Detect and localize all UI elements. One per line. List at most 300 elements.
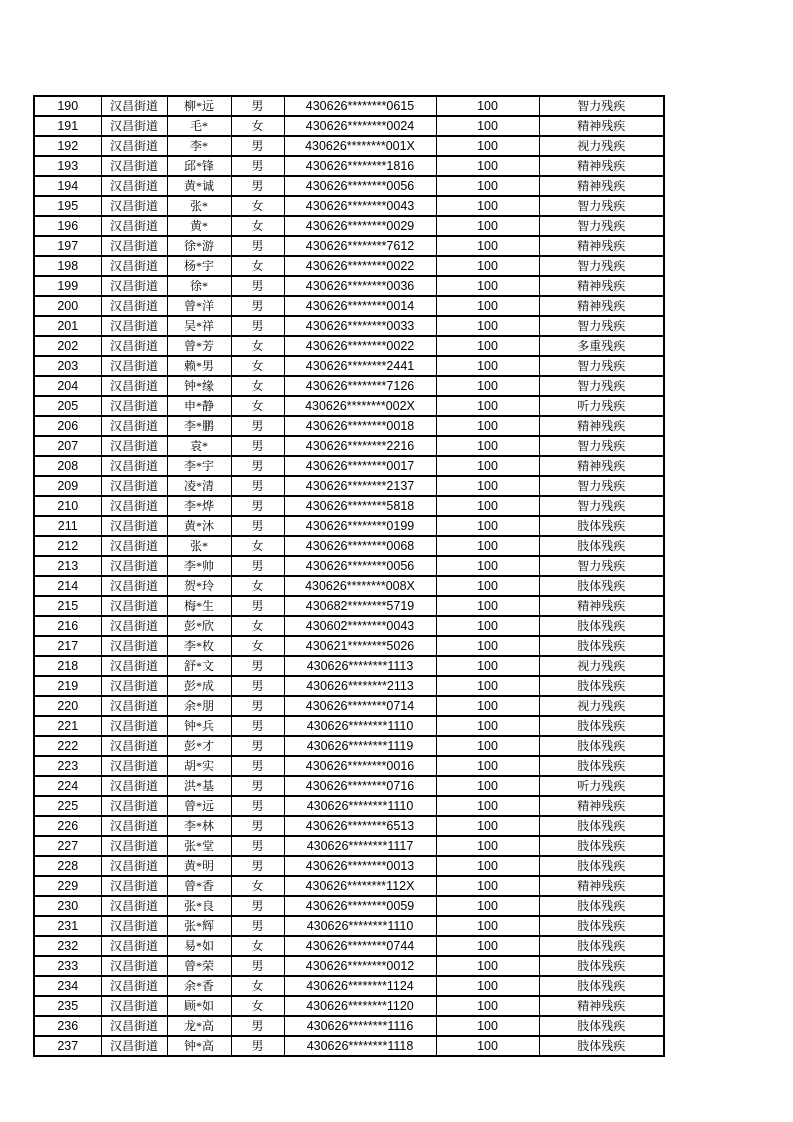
cell-name: 张*辉 bbox=[167, 916, 231, 936]
cell-id_number: 430626********0016 bbox=[284, 756, 436, 776]
table-row bbox=[34, 676, 664, 696]
cell-id_number: 430626********1110 bbox=[284, 916, 436, 936]
cell-disability_type: 精神残疾 bbox=[539, 176, 664, 196]
cell-gender: 男 bbox=[231, 696, 284, 716]
cell-gender: 男 bbox=[231, 516, 284, 536]
table-row bbox=[34, 716, 664, 736]
cell-name: 申*静 bbox=[167, 396, 231, 416]
cell-street: 汉昌街道 bbox=[101, 96, 167, 116]
cell-index: 224 bbox=[34, 776, 101, 796]
cell-name: 柳*远 bbox=[167, 96, 231, 116]
cell-index: 237 bbox=[34, 1036, 101, 1056]
cell-id_number: 430626********0013 bbox=[284, 856, 436, 876]
cell-name: 李*林 bbox=[167, 816, 231, 836]
cell-gender: 男 bbox=[231, 756, 284, 776]
cell-name: 余*香 bbox=[167, 976, 231, 996]
cell-id_number: 430626********0017 bbox=[284, 456, 436, 476]
cell-gender: 男 bbox=[231, 656, 284, 676]
table-row bbox=[34, 816, 664, 836]
cell-gender: 男 bbox=[231, 896, 284, 916]
cell-id_number: 430626********1124 bbox=[284, 976, 436, 996]
cell-amount: 100 bbox=[436, 476, 539, 496]
cell-gender: 男 bbox=[231, 1016, 284, 1036]
cell-street: 汉昌街道 bbox=[101, 876, 167, 896]
cell-gender: 男 bbox=[231, 556, 284, 576]
table-row bbox=[34, 276, 664, 296]
cell-gender: 女 bbox=[231, 876, 284, 896]
cell-gender: 男 bbox=[231, 96, 284, 116]
cell-index: 215 bbox=[34, 596, 101, 616]
cell-disability_type: 肢体残疾 bbox=[539, 896, 664, 916]
cell-street: 汉昌街道 bbox=[101, 236, 167, 256]
cell-street: 汉昌街道 bbox=[101, 176, 167, 196]
cell-id_number: 430626********008X bbox=[284, 576, 436, 596]
cell-id_number: 430626********0022 bbox=[284, 336, 436, 356]
cell-name: 徐*游 bbox=[167, 236, 231, 256]
cell-gender: 男 bbox=[231, 136, 284, 156]
cell-amount: 100 bbox=[436, 96, 539, 116]
table-row bbox=[34, 336, 664, 356]
cell-disability_type: 肢体残疾 bbox=[539, 1016, 664, 1036]
cell-street: 汉昌街道 bbox=[101, 596, 167, 616]
cell-name: 邱*锋 bbox=[167, 156, 231, 176]
cell-index: 205 bbox=[34, 396, 101, 416]
table-row bbox=[34, 776, 664, 796]
cell-gender: 女 bbox=[231, 376, 284, 396]
table-row bbox=[34, 396, 664, 416]
cell-index: 192 bbox=[34, 136, 101, 156]
cell-amount: 100 bbox=[436, 736, 539, 756]
cell-gender: 男 bbox=[231, 236, 284, 256]
cell-street: 汉昌街道 bbox=[101, 916, 167, 936]
cell-amount: 100 bbox=[436, 596, 539, 616]
cell-disability_type: 肢体残疾 bbox=[539, 836, 664, 856]
table-row bbox=[34, 456, 664, 476]
cell-gender: 男 bbox=[231, 436, 284, 456]
cell-index: 193 bbox=[34, 156, 101, 176]
cell-amount: 100 bbox=[436, 256, 539, 276]
table-row bbox=[34, 596, 664, 616]
cell-name: 曾*芳 bbox=[167, 336, 231, 356]
cell-name: 顾*如 bbox=[167, 996, 231, 1016]
cell-gender: 男 bbox=[231, 596, 284, 616]
cell-disability_type: 精神残疾 bbox=[539, 116, 664, 136]
cell-street: 汉昌街道 bbox=[101, 396, 167, 416]
cell-amount: 100 bbox=[436, 236, 539, 256]
cell-amount: 100 bbox=[436, 976, 539, 996]
cell-id_number: 430626********002X bbox=[284, 396, 436, 416]
cell-street: 汉昌街道 bbox=[101, 496, 167, 516]
cell-street: 汉昌街道 bbox=[101, 976, 167, 996]
cell-index: 221 bbox=[34, 716, 101, 736]
table-row bbox=[34, 856, 664, 876]
cell-gender: 男 bbox=[231, 416, 284, 436]
cell-name: 曾*洋 bbox=[167, 296, 231, 316]
cell-street: 汉昌街道 bbox=[101, 216, 167, 236]
cell-gender: 男 bbox=[231, 296, 284, 316]
cell-amount: 100 bbox=[436, 856, 539, 876]
cell-id_number: 430626********0059 bbox=[284, 896, 436, 916]
cell-street: 汉昌街道 bbox=[101, 656, 167, 676]
cell-amount: 100 bbox=[436, 456, 539, 476]
cell-index: 195 bbox=[34, 196, 101, 216]
cell-gender: 男 bbox=[231, 476, 284, 496]
cell-index: 190 bbox=[34, 96, 101, 116]
cell-name: 彭*成 bbox=[167, 676, 231, 696]
cell-id_number: 430626********1120 bbox=[284, 996, 436, 1016]
cell-amount: 100 bbox=[436, 756, 539, 776]
cell-gender: 女 bbox=[231, 216, 284, 236]
cell-amount: 100 bbox=[436, 936, 539, 956]
cell-amount: 100 bbox=[436, 956, 539, 976]
cell-street: 汉昌街道 bbox=[101, 476, 167, 496]
cell-id_number: 430626********5818 bbox=[284, 496, 436, 516]
cell-index: 203 bbox=[34, 356, 101, 376]
cell-gender: 男 bbox=[231, 496, 284, 516]
table-row bbox=[34, 176, 664, 196]
cell-gender: 男 bbox=[231, 456, 284, 476]
cell-gender: 女 bbox=[231, 936, 284, 956]
cell-index: 227 bbox=[34, 836, 101, 856]
cell-gender: 男 bbox=[231, 1036, 284, 1056]
cell-disability_type: 肢体残疾 bbox=[539, 536, 664, 556]
cell-disability_type: 视力残疾 bbox=[539, 656, 664, 676]
cell-index: 194 bbox=[34, 176, 101, 196]
table-row bbox=[34, 656, 664, 676]
cell-id_number: 430626********1113 bbox=[284, 656, 436, 676]
cell-disability_type: 智力残疾 bbox=[539, 256, 664, 276]
cell-street: 汉昌街道 bbox=[101, 1036, 167, 1056]
cell-name: 李*宇 bbox=[167, 456, 231, 476]
cell-amount: 100 bbox=[436, 836, 539, 856]
cell-street: 汉昌街道 bbox=[101, 556, 167, 576]
cell-gender: 女 bbox=[231, 576, 284, 596]
cell-id_number: 430626********0014 bbox=[284, 296, 436, 316]
cell-id_number: 430626********0029 bbox=[284, 216, 436, 236]
cell-amount: 100 bbox=[436, 656, 539, 676]
table-row bbox=[34, 476, 664, 496]
cell-index: 236 bbox=[34, 1016, 101, 1036]
cell-street: 汉昌街道 bbox=[101, 796, 167, 816]
cell-gender: 女 bbox=[231, 396, 284, 416]
cell-street: 汉昌街道 bbox=[101, 896, 167, 916]
cell-disability_type: 精神残疾 bbox=[539, 236, 664, 256]
cell-street: 汉昌街道 bbox=[101, 996, 167, 1016]
cell-index: 201 bbox=[34, 316, 101, 336]
cell-name: 曾*香 bbox=[167, 876, 231, 896]
cell-amount: 100 bbox=[436, 136, 539, 156]
cell-amount: 100 bbox=[436, 776, 539, 796]
table-row bbox=[34, 96, 664, 116]
cell-disability_type: 精神残疾 bbox=[539, 156, 664, 176]
cell-index: 206 bbox=[34, 416, 101, 436]
cell-disability_type: 智力残疾 bbox=[539, 96, 664, 116]
table-body bbox=[34, 96, 664, 1056]
cell-amount: 100 bbox=[436, 696, 539, 716]
cell-disability_type: 肢体残疾 bbox=[539, 856, 664, 876]
cell-street: 汉昌街道 bbox=[101, 196, 167, 216]
cell-disability_type: 智力残疾 bbox=[539, 376, 664, 396]
cell-street: 汉昌街道 bbox=[101, 636, 167, 656]
table-row bbox=[34, 536, 664, 556]
cell-index: 222 bbox=[34, 736, 101, 756]
cell-street: 汉昌街道 bbox=[101, 836, 167, 856]
cell-amount: 100 bbox=[436, 276, 539, 296]
cell-name: 彭*才 bbox=[167, 736, 231, 756]
cell-amount: 100 bbox=[436, 1016, 539, 1036]
table-row bbox=[34, 516, 664, 536]
table-row bbox=[34, 316, 664, 336]
cell-id_number: 430626********1118 bbox=[284, 1036, 436, 1056]
cell-amount: 100 bbox=[436, 396, 539, 416]
cell-disability_type: 肢体残疾 bbox=[539, 636, 664, 656]
cell-name: 梅*生 bbox=[167, 596, 231, 616]
cell-index: 204 bbox=[34, 376, 101, 396]
table-row bbox=[34, 836, 664, 856]
cell-amount: 100 bbox=[436, 436, 539, 456]
cell-id_number: 430626********0024 bbox=[284, 116, 436, 136]
cell-name: 李*枚 bbox=[167, 636, 231, 656]
cell-disability_type: 精神残疾 bbox=[539, 296, 664, 316]
cell-amount: 100 bbox=[436, 296, 539, 316]
cell-disability_type: 肢体残疾 bbox=[539, 936, 664, 956]
cell-street: 汉昌街道 bbox=[101, 956, 167, 976]
cell-name: 黄*诚 bbox=[167, 176, 231, 196]
cell-street: 汉昌街道 bbox=[101, 516, 167, 536]
cell-disability_type: 听力残疾 bbox=[539, 776, 664, 796]
cell-gender: 女 bbox=[231, 336, 284, 356]
cell-disability_type: 精神残疾 bbox=[539, 456, 664, 476]
cell-disability_type: 肢体残疾 bbox=[539, 676, 664, 696]
cell-index: 234 bbox=[34, 976, 101, 996]
cell-index: 218 bbox=[34, 656, 101, 676]
cell-id_number: 430626********0018 bbox=[284, 416, 436, 436]
cell-id_number: 430626********0615 bbox=[284, 96, 436, 116]
cell-name: 曾*荣 bbox=[167, 956, 231, 976]
cell-index: 196 bbox=[34, 216, 101, 236]
table-row bbox=[34, 696, 664, 716]
cell-street: 汉昌街道 bbox=[101, 416, 167, 436]
cell-name: 张* bbox=[167, 196, 231, 216]
cell-disability_type: 精神残疾 bbox=[539, 796, 664, 816]
cell-id_number: 430626********1116 bbox=[284, 1016, 436, 1036]
cell-disability_type: 精神残疾 bbox=[539, 876, 664, 896]
cell-id_number: 430626********0036 bbox=[284, 276, 436, 296]
cell-name: 钟*高 bbox=[167, 1036, 231, 1056]
cell-disability_type: 肢体残疾 bbox=[539, 916, 664, 936]
table-row bbox=[34, 436, 664, 456]
cell-name: 胡*实 bbox=[167, 756, 231, 776]
cell-amount: 100 bbox=[436, 156, 539, 176]
cell-index: 229 bbox=[34, 876, 101, 896]
table-row bbox=[34, 736, 664, 756]
cell-name: 钟*兵 bbox=[167, 716, 231, 736]
cell-disability_type: 肢体残疾 bbox=[539, 816, 664, 836]
table-row bbox=[34, 956, 664, 976]
cell-amount: 100 bbox=[436, 576, 539, 596]
cell-index: 212 bbox=[34, 536, 101, 556]
cell-disability_type: 精神残疾 bbox=[539, 416, 664, 436]
cell-id_number: 430682********5719 bbox=[284, 596, 436, 616]
cell-disability_type: 肢体残疾 bbox=[539, 716, 664, 736]
cell-disability_type: 精神残疾 bbox=[539, 276, 664, 296]
cell-name: 李* bbox=[167, 136, 231, 156]
cell-index: 225 bbox=[34, 796, 101, 816]
table-row bbox=[34, 356, 664, 376]
cell-gender: 女 bbox=[231, 996, 284, 1016]
cell-name: 吴*祥 bbox=[167, 316, 231, 336]
cell-index: 202 bbox=[34, 336, 101, 356]
table-row bbox=[34, 976, 664, 996]
cell-gender: 女 bbox=[231, 356, 284, 376]
cell-name: 张*良 bbox=[167, 896, 231, 916]
cell-name: 张*堂 bbox=[167, 836, 231, 856]
cell-gender: 男 bbox=[231, 856, 284, 876]
cell-id_number: 430626********2216 bbox=[284, 436, 436, 456]
cell-gender: 男 bbox=[231, 816, 284, 836]
cell-street: 汉昌街道 bbox=[101, 256, 167, 276]
table-row bbox=[34, 196, 664, 216]
cell-id_number: 430626********0068 bbox=[284, 536, 436, 556]
cell-gender: 男 bbox=[231, 276, 284, 296]
table-row bbox=[34, 896, 664, 916]
cell-amount: 100 bbox=[436, 556, 539, 576]
cell-name: 杨*宇 bbox=[167, 256, 231, 276]
cell-street: 汉昌街道 bbox=[101, 936, 167, 956]
table-row bbox=[34, 556, 664, 576]
cell-street: 汉昌街道 bbox=[101, 816, 167, 836]
cell-id_number: 430626********0199 bbox=[284, 516, 436, 536]
cell-name: 洪*基 bbox=[167, 776, 231, 796]
cell-name: 黄*沐 bbox=[167, 516, 231, 536]
cell-name: 毛* bbox=[167, 116, 231, 136]
table-row bbox=[34, 496, 664, 516]
cell-amount: 100 bbox=[436, 996, 539, 1016]
cell-id_number: 430626********0012 bbox=[284, 956, 436, 976]
cell-amount: 100 bbox=[436, 716, 539, 736]
cell-index: 208 bbox=[34, 456, 101, 476]
cell-gender: 男 bbox=[231, 156, 284, 176]
cell-id_number: 430626********0714 bbox=[284, 696, 436, 716]
cell-street: 汉昌街道 bbox=[101, 776, 167, 796]
table-row bbox=[34, 1036, 664, 1056]
cell-disability_type: 智力残疾 bbox=[539, 356, 664, 376]
cell-street: 汉昌街道 bbox=[101, 536, 167, 556]
table-row bbox=[34, 216, 664, 236]
cell-street: 汉昌街道 bbox=[101, 676, 167, 696]
cell-disability_type: 肢体残疾 bbox=[539, 576, 664, 596]
cell-gender: 男 bbox=[231, 776, 284, 796]
cell-disability_type: 肢体残疾 bbox=[539, 756, 664, 776]
table-row bbox=[34, 916, 664, 936]
table-row bbox=[34, 796, 664, 816]
table-row bbox=[34, 116, 664, 136]
cell-index: 223 bbox=[34, 756, 101, 776]
cell-disability_type: 视力残疾 bbox=[539, 696, 664, 716]
cell-street: 汉昌街道 bbox=[101, 576, 167, 596]
cell-disability_type: 肢体残疾 bbox=[539, 616, 664, 636]
cell-amount: 100 bbox=[436, 1036, 539, 1056]
cell-id_number: 430626********0056 bbox=[284, 176, 436, 196]
cell-id_number: 430626********1117 bbox=[284, 836, 436, 856]
cell-index: 191 bbox=[34, 116, 101, 136]
cell-name: 钟*缘 bbox=[167, 376, 231, 396]
cell-name: 李*烨 bbox=[167, 496, 231, 516]
table-row bbox=[34, 876, 664, 896]
cell-index: 213 bbox=[34, 556, 101, 576]
cell-index: 214 bbox=[34, 576, 101, 596]
cell-id_number: 430626********6513 bbox=[284, 816, 436, 836]
cell-street: 汉昌街道 bbox=[101, 376, 167, 396]
cell-street: 汉昌街道 bbox=[101, 736, 167, 756]
cell-disability_type: 智力残疾 bbox=[539, 556, 664, 576]
table-row bbox=[34, 296, 664, 316]
cell-index: 226 bbox=[34, 816, 101, 836]
cell-index: 231 bbox=[34, 916, 101, 936]
cell-index: 210 bbox=[34, 496, 101, 516]
cell-street: 汉昌街道 bbox=[101, 116, 167, 136]
cell-gender: 女 bbox=[231, 636, 284, 656]
cell-id_number: 430626********1110 bbox=[284, 716, 436, 736]
cell-amount: 100 bbox=[436, 196, 539, 216]
cell-index: 197 bbox=[34, 236, 101, 256]
cell-id_number: 430626********112X bbox=[284, 876, 436, 896]
cell-gender: 女 bbox=[231, 616, 284, 636]
cell-name: 彭*欣 bbox=[167, 616, 231, 636]
cell-id_number: 430626********2113 bbox=[284, 676, 436, 696]
table-row bbox=[34, 136, 664, 156]
cell-amount: 100 bbox=[436, 616, 539, 636]
cell-index: 228 bbox=[34, 856, 101, 876]
table-row bbox=[34, 996, 664, 1016]
cell-disability_type: 精神残疾 bbox=[539, 596, 664, 616]
cell-amount: 100 bbox=[436, 316, 539, 336]
cell-gender: 女 bbox=[231, 116, 284, 136]
table-row bbox=[34, 376, 664, 396]
cell-amount: 100 bbox=[436, 516, 539, 536]
cell-gender: 男 bbox=[231, 316, 284, 336]
cell-id_number: 430626********1816 bbox=[284, 156, 436, 176]
cell-amount: 100 bbox=[436, 876, 539, 896]
cell-street: 汉昌街道 bbox=[101, 436, 167, 456]
cell-name: 李*鹏 bbox=[167, 416, 231, 436]
table-row bbox=[34, 636, 664, 656]
cell-street: 汉昌街道 bbox=[101, 336, 167, 356]
cell-index: 220 bbox=[34, 696, 101, 716]
cell-name: 余*朋 bbox=[167, 696, 231, 716]
cell-amount: 100 bbox=[436, 676, 539, 696]
cell-id_number: 430626********1119 bbox=[284, 736, 436, 756]
cell-name: 黄*明 bbox=[167, 856, 231, 876]
cell-index: 198 bbox=[34, 256, 101, 276]
cell-index: 235 bbox=[34, 996, 101, 1016]
cell-amount: 100 bbox=[436, 896, 539, 916]
cell-gender: 女 bbox=[231, 536, 284, 556]
cell-id_number: 430626********2137 bbox=[284, 476, 436, 496]
cell-disability_type: 多重残疾 bbox=[539, 336, 664, 356]
cell-amount: 100 bbox=[436, 116, 539, 136]
cell-index: 207 bbox=[34, 436, 101, 456]
cell-gender: 男 bbox=[231, 956, 284, 976]
cell-id_number: 430626********0033 bbox=[284, 316, 436, 336]
cell-index: 216 bbox=[34, 616, 101, 636]
cell-gender: 女 bbox=[231, 256, 284, 276]
cell-name: 徐* bbox=[167, 276, 231, 296]
cell-amount: 100 bbox=[436, 496, 539, 516]
cell-disability_type: 肢体残疾 bbox=[539, 956, 664, 976]
cell-street: 汉昌街道 bbox=[101, 276, 167, 296]
cell-disability_type: 肢体残疾 bbox=[539, 516, 664, 536]
